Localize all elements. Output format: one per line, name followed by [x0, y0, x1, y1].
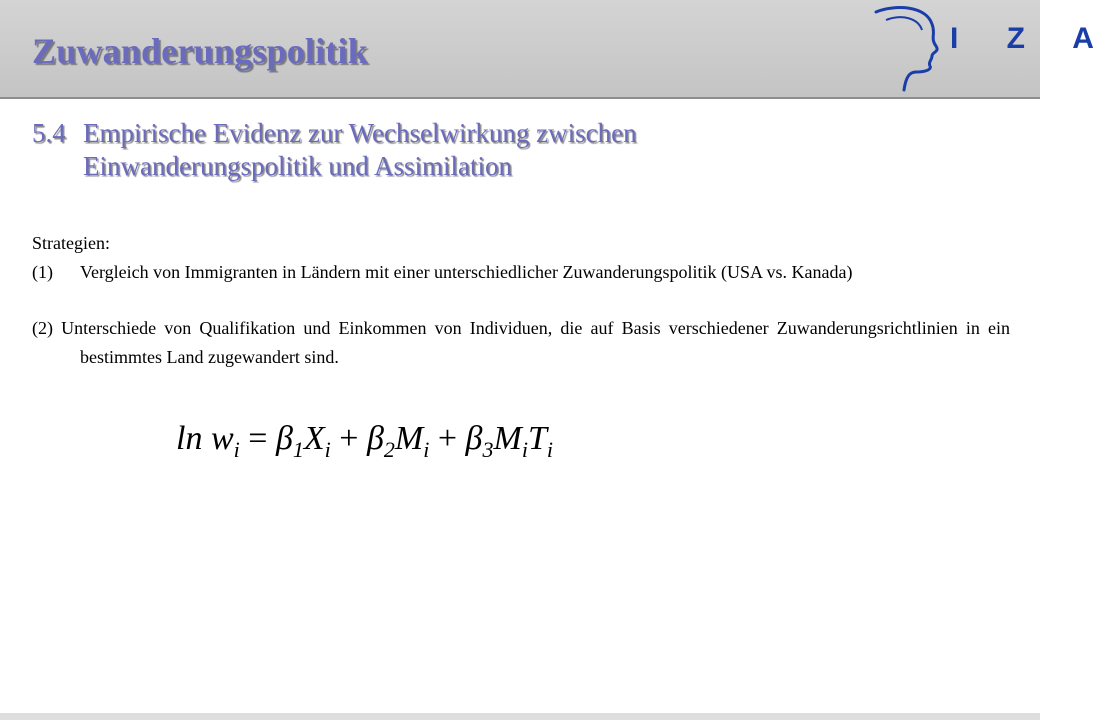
section-heading-text: Empirische Evidenz zur Wechselwirkung zwischen Einwanderungspolitik und Assimilation	[83, 118, 637, 181]
formula-lhs-sub: i	[233, 437, 240, 462]
page-title: Zuwanderungspolitik	[32, 31, 368, 71]
formula-lhs: ln w	[176, 420, 234, 457]
regression-formula	[176, 420, 553, 480]
formula-beta1-sub: 1	[292, 437, 304, 462]
formula-beta2: β	[366, 420, 384, 457]
strategies-label: Strategien:	[32, 233, 110, 253]
paragraph-2: (2) Unterschiede von Qualifikation und Einkommen von Individuen, die auf Basis verschiedener Zuwanderungsrichtlinien in ein bestimmtes Land zugewandert sind.	[32, 318, 1010, 367]
list-item-text: Vergleich von Immigranten in Ländern mit einer unterschiedlicher Zuwanderungspolitik (USA vs. Kanada)	[80, 262, 853, 282]
list-marker: (1)	[32, 262, 53, 282]
formula-x-sub: i	[324, 437, 331, 462]
footer-band	[0, 713, 1040, 720]
list-item	[32, 258, 1010, 287]
section-heading	[32, 117, 792, 183]
section-number: 5.4	[32, 118, 66, 148]
formula-beta3-sub: 3	[482, 437, 494, 462]
formula-t: T	[527, 420, 547, 457]
body-text	[32, 229, 1010, 372]
formula-x: X	[303, 420, 325, 457]
formula-m2: M	[493, 420, 522, 457]
formula-plus-2: +	[437, 420, 458, 457]
formula-m2-sub: i	[521, 437, 528, 462]
formula-t-sub: i	[546, 437, 553, 462]
iza-logo-text: I Z A	[950, 22, 1114, 55]
formula-equals: =	[248, 420, 268, 457]
formula-m: M	[394, 420, 424, 457]
formula-beta3: β	[465, 420, 483, 457]
formula-m-sub: i	[423, 437, 430, 462]
formula-beta1: β	[275, 420, 293, 457]
formula-beta2-sub: 2	[383, 437, 395, 462]
formula-plus-1: +	[339, 420, 359, 457]
